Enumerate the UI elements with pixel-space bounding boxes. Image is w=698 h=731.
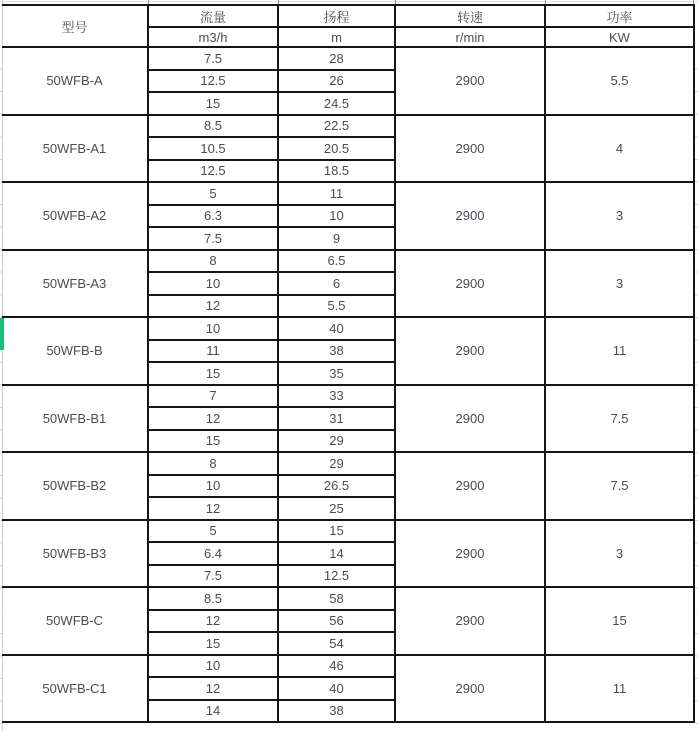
- flow-cell: 8: [148, 250, 278, 273]
- table-row: [2, 452, 694, 475]
- flow-cell: 12: [148, 295, 278, 318]
- model-cell: 50WFB-A1: [2, 115, 148, 183]
- model-cell: 50WFB-A2: [2, 182, 148, 250]
- flow-cell: 12: [148, 610, 278, 633]
- power-cell: 15: [545, 587, 694, 655]
- flow-cell: 10: [148, 317, 278, 340]
- pump-spec-table: [2, 4, 695, 723]
- speed-cell: 2900: [395, 655, 545, 723]
- top-gridline: [0, 1, 698, 2]
- head-cell: 26: [278, 70, 395, 93]
- flow-cell: 12.5: [148, 160, 278, 183]
- model-cell: 50WFB-C1: [2, 655, 148, 723]
- table-row: [2, 182, 694, 205]
- speed-cell: 2900: [395, 385, 545, 453]
- flow-cell: 7.5: [148, 565, 278, 588]
- flow-cell: 15: [148, 362, 278, 385]
- header-power: 功率: [545, 5, 694, 27]
- header-flow-unit: m3/h: [148, 27, 278, 47]
- power-cell: 5.5: [545, 47, 694, 115]
- header-row-titles: [2, 5, 694, 27]
- flow-cell: 12: [148, 677, 278, 700]
- flow-cell: 15: [148, 92, 278, 115]
- head-cell: 29: [278, 430, 395, 453]
- table-row: [2, 317, 694, 340]
- header-model: 型号: [2, 5, 148, 47]
- table-row: [2, 385, 694, 408]
- table-row: [2, 587, 694, 610]
- table-row: [2, 520, 694, 543]
- flow-cell: 6.3: [148, 205, 278, 228]
- model-cell: 50WFB-A: [2, 47, 148, 115]
- model-cell: 50WFB-B1: [2, 385, 148, 453]
- flow-cell: 15: [148, 632, 278, 655]
- header-speed: 转速: [395, 5, 545, 27]
- speed-cell: 2900: [395, 587, 545, 655]
- model-cell: 50WFB-B2: [2, 452, 148, 520]
- head-cell: 33: [278, 385, 395, 408]
- head-cell: 11: [278, 182, 395, 205]
- flow-cell: 8: [148, 452, 278, 475]
- flow-cell: 10: [148, 272, 278, 295]
- head-cell: 35: [278, 362, 395, 385]
- flow-cell: 14: [148, 700, 278, 723]
- flow-cell: 7.5: [148, 47, 278, 70]
- table-body: [2, 47, 694, 722]
- flow-cell: 10: [148, 475, 278, 498]
- flow-cell: 12.5: [148, 70, 278, 93]
- speed-cell: 2900: [395, 520, 545, 588]
- head-cell: 26.5: [278, 475, 395, 498]
- head-cell: 14: [278, 542, 395, 565]
- head-cell: 12.5: [278, 565, 395, 588]
- model-cell: 50WFB-B3: [2, 520, 148, 588]
- head-cell: 46: [278, 655, 395, 678]
- head-cell: 24.5: [278, 92, 395, 115]
- table-row: [2, 250, 694, 273]
- table-row: [2, 47, 694, 70]
- flow-cell: 10.5: [148, 137, 278, 160]
- header-power-unit: KW: [545, 27, 694, 47]
- header-flow: 流量: [148, 5, 278, 27]
- head-cell: 29: [278, 452, 395, 475]
- head-cell: 56: [278, 610, 395, 633]
- power-cell: 3: [545, 182, 694, 250]
- flow-cell: 8.5: [148, 115, 278, 138]
- head-cell: 58: [278, 587, 395, 610]
- flow-cell: 12: [148, 407, 278, 430]
- flow-cell: 5: [148, 520, 278, 543]
- head-cell: 5.5: [278, 295, 395, 318]
- head-cell: 28: [278, 47, 395, 70]
- flow-cell: 8.5: [148, 587, 278, 610]
- flow-cell: 5: [148, 182, 278, 205]
- power-cell: 7.5: [545, 385, 694, 453]
- model-cell: 50WFB-C: [2, 587, 148, 655]
- speed-cell: 2900: [395, 452, 545, 520]
- power-cell: 4: [545, 115, 694, 183]
- head-cell: 10: [278, 205, 395, 228]
- head-cell: 6.5: [278, 250, 395, 273]
- power-cell: 3: [545, 250, 694, 318]
- power-cell: 11: [545, 655, 694, 723]
- model-cell: 50WFB-A3: [2, 250, 148, 318]
- flow-cell: 11: [148, 340, 278, 363]
- model-cell: 50WFB-B: [2, 317, 148, 385]
- flow-cell: 12: [148, 497, 278, 520]
- header-head-unit: m: [278, 27, 395, 47]
- power-cell: 7.5: [545, 452, 694, 520]
- head-cell: 40: [278, 677, 395, 700]
- head-cell: 22.5: [278, 115, 395, 138]
- speed-cell: 2900: [395, 47, 545, 115]
- head-cell: 31: [278, 407, 395, 430]
- flow-cell: 7.5: [148, 227, 278, 250]
- speed-cell: 2900: [395, 115, 545, 183]
- head-cell: 38: [278, 340, 395, 363]
- header-speed-unit: r/min: [395, 27, 545, 47]
- flow-cell: 7: [148, 385, 278, 408]
- header-head: 扬程: [278, 5, 395, 27]
- head-cell: 6: [278, 272, 395, 295]
- speed-cell: 2900: [395, 250, 545, 318]
- head-cell: 25: [278, 497, 395, 520]
- head-cell: 40: [278, 317, 395, 340]
- head-cell: 18.5: [278, 160, 395, 183]
- head-cell: 20.5: [278, 137, 395, 160]
- table-header: [2, 5, 694, 47]
- speed-cell: 2900: [395, 317, 545, 385]
- head-cell: 38: [278, 700, 395, 723]
- speed-cell: 2900: [395, 182, 545, 250]
- head-cell: 9: [278, 227, 395, 250]
- table-row: [2, 115, 694, 138]
- flow-cell: 15: [148, 430, 278, 453]
- flow-cell: 6.4: [148, 542, 278, 565]
- power-cell: 11: [545, 317, 694, 385]
- table-row: [2, 655, 694, 678]
- power-cell: 3: [545, 520, 694, 588]
- flow-cell: 10: [148, 655, 278, 678]
- head-cell: 54: [278, 632, 395, 655]
- head-cell: 15: [278, 520, 395, 543]
